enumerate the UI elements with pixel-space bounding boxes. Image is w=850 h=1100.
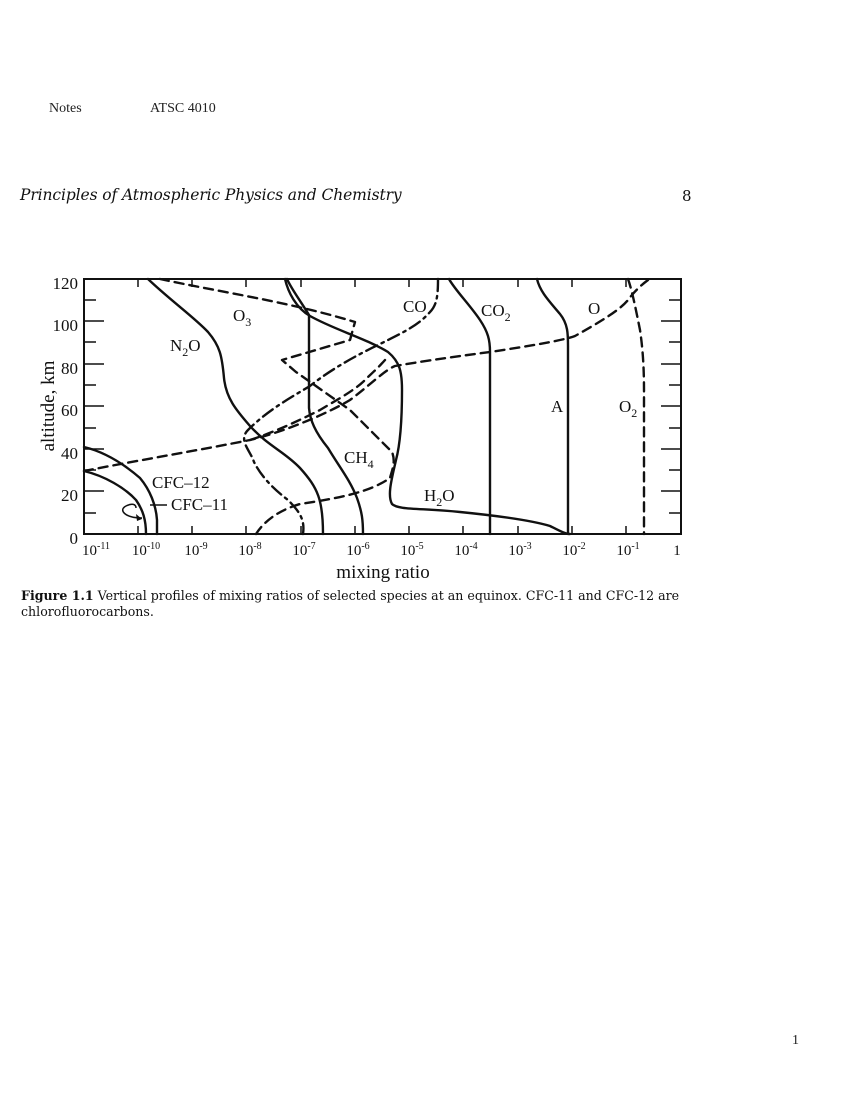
svg-text:0: 0: [69, 529, 78, 548]
curve-o3-lower-branch: [250, 360, 385, 440]
svg-text:40: 40: [61, 444, 78, 463]
svg-text:10-10: $10^{-10}$: [131, 541, 161, 559]
label-n2o: $N_2O$: [170, 336, 201, 359]
label-co: CO: [403, 297, 427, 316]
label-a: A: [551, 397, 564, 416]
label-co2: $CO_2$: [481, 301, 511, 324]
svg-text:120: 120: [52, 274, 78, 293]
svg-text:10-4: $10^{-4}$: [454, 541, 478, 559]
mixing-ratio-chart: [0, 260, 720, 590]
book-title: Principles of Atmospheric Physics and Chemistry: [20, 186, 402, 204]
label-o2: $O_2$: [619, 397, 638, 420]
header-course-label: ATSC 4010: [150, 101, 216, 116]
figure-1-1: [0, 260, 720, 590]
figure-caption: [21, 588, 711, 620]
label-o3: $O_3$: [233, 306, 252, 329]
svg-text:20: 20: [61, 486, 78, 505]
svg-text:80: 80: [61, 359, 78, 378]
label-cfc11: CFC–11: [171, 495, 229, 514]
figure-caption-label: Figure 1.1: [21, 588, 94, 603]
label-ch4: $CH_4$: [344, 448, 374, 471]
figure-caption-text: Vertical profiles of mixing ratios of selected species at an equinox. CFC-11 and CFC-12 are chlorofluorocarbons.: [21, 588, 680, 619]
svg-text:10-11: $10^{-11}$: [82, 541, 110, 559]
svg-text:1: 1: [673, 543, 681, 559]
svg-text:60: 60: [61, 401, 78, 420]
svg-text:10-7: $10^{-7}$: [292, 541, 316, 559]
svg-text:10-3: $10^{-3}$: [508, 541, 532, 559]
svg-text:10-1: $10^{-1}$: [616, 541, 640, 559]
label-o: O: [588, 299, 601, 318]
svg-text:10-5: $10^{-5}$: [400, 541, 424, 559]
book-page-number: 8: [682, 187, 692, 205]
x-tick-labels: [82, 541, 681, 559]
y-axis-label: altitude, km: [38, 360, 59, 452]
header-notes-label: Notes: [49, 101, 82, 116]
svg-text:10-2: $10^{-2}$: [562, 541, 586, 559]
curve-o: [84, 280, 648, 471]
svg-text:10-6: $10^{-6}$: [346, 541, 370, 559]
x-axis-label: mixing ratio: [336, 562, 430, 583]
svg-text:10-8: $10^{-8}$: [238, 541, 262, 559]
curve-cfc11: [84, 471, 146, 534]
svg-text:100: 100: [52, 316, 78, 335]
footer-page-number: 1: [792, 1033, 799, 1048]
label-cfc12: CFC–12: [152, 473, 210, 492]
label-h2o: $H_2O$: [424, 486, 455, 509]
svg-text:10-9: $10^{-9}$: [184, 541, 208, 559]
